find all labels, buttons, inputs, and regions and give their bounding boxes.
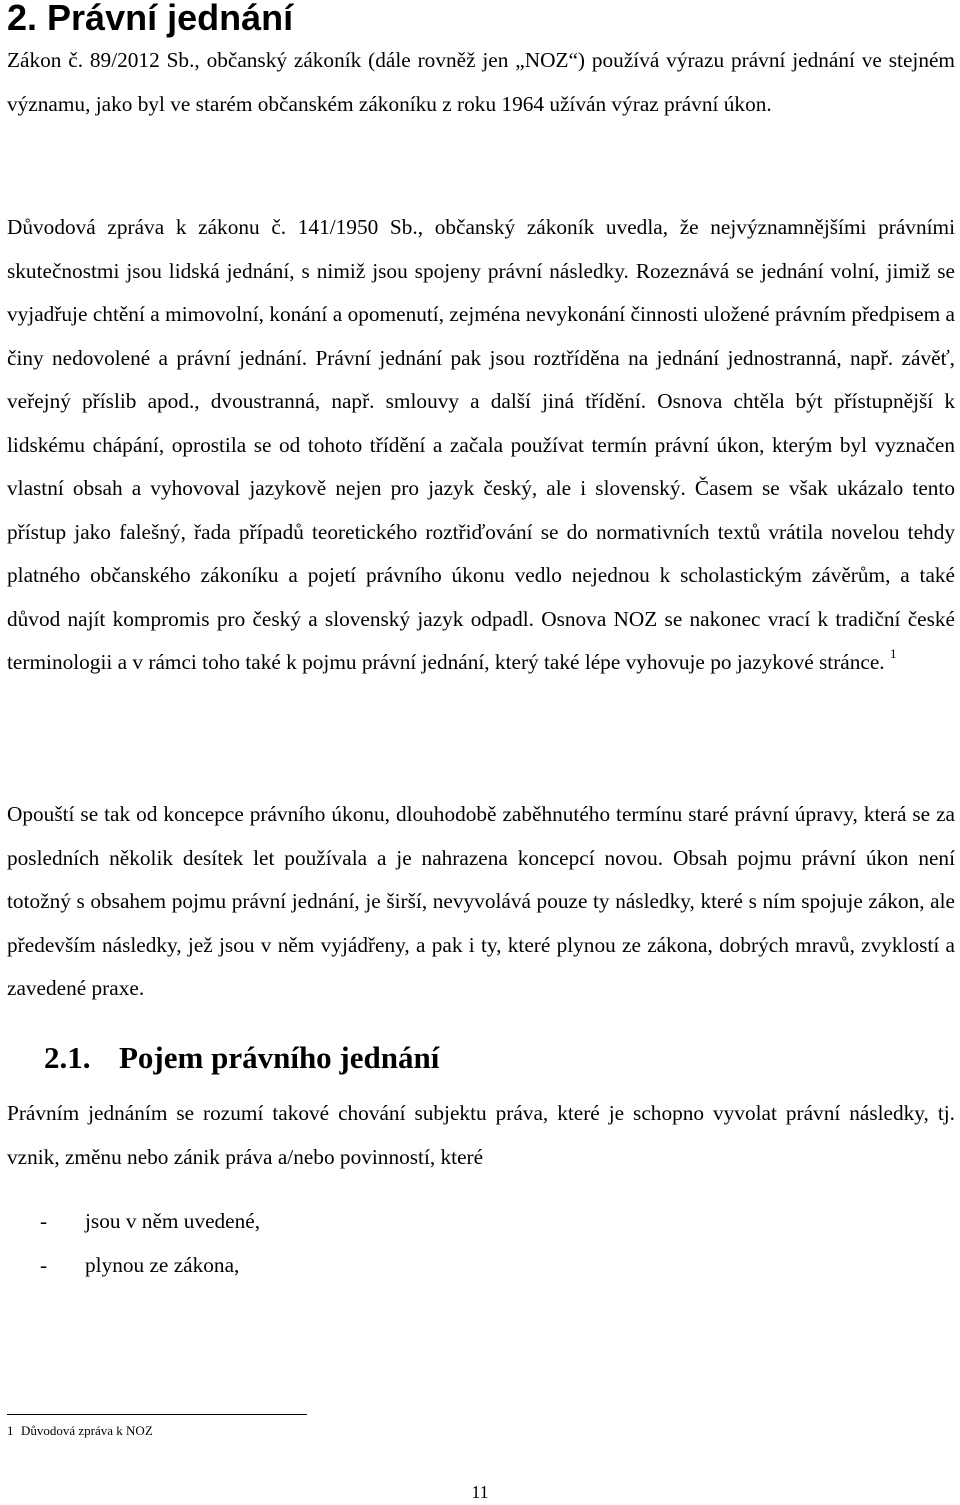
list-item-text: plynou ze zákona, bbox=[85, 1253, 240, 1277]
list-item-marker: - bbox=[40, 1253, 48, 1277]
footnote-separator bbox=[7, 1414, 307, 1415]
page-number: 11 bbox=[471, 1482, 489, 1502]
subsection-number: 2.1. bbox=[44, 1040, 91, 1075]
consequences-list bbox=[7, 1199, 260, 1287]
subsection-title: Pojem právního jednání bbox=[119, 1040, 440, 1075]
footnote bbox=[7, 1423, 153, 1439]
list-item bbox=[7, 1199, 260, 1243]
paragraph-noz-intro: Zákon č. 89/2012 Sb., občanský zákoník (dále rovněž jen „NOZ“) používá výrazu právní jednání ve stejném významu, jako byl ve starém občanském zákoníku z roku 1964 užíván výraz právní úkon. bbox=[7, 48, 955, 116]
paragraph-explanatory-report bbox=[7, 206, 955, 685]
section-heading: 2. Právní jednání bbox=[7, 0, 294, 38]
subsection-heading bbox=[44, 1036, 439, 1080]
footnote-number: 1 bbox=[7, 1423, 14, 1438]
paragraph-explanatory-report-text: Důvodová zpráva k zákonu č. 141/1950 Sb., občanský zákoník uvedla, že nejvýznamnějšími právními skutečnostmi jsou lidská jednání, s nimiž jsou spojeny právní následky. Rozeznává se jednání volní, jimiž se vyjadřuje chtění a mimovolní, konání a opomenutí, zejména nevykonání činnosti uložené právním předpisem a činy nedovolené a právní jednání. Právní jednání pak jsou roztříděna na jednání jednostranná, např. závěť, veřejný příslib apod., dvoustranná, např. smlouvy a další jiná třídění. Osnova chtěla být přístupnější k lidskému chápání, oprostila se od tohoto třídění a začala používat termín právní úkon, kterým byl vyznačen vlastní obsah a vyhovoval jazykově nejen pro jazyk český, ale i slovenský. Časem se však ukázalo tento přístup jako falešný, řada případů teoretického roztřiďování se do normativních textů vrátila novelou tehdy platného občanského zákoníku a pojetí právního úkonu vedlo nejednou k scholastickým závěrům, a také důvod najít kompromis pro český a slovenský jazyk odpadl. Osnova NOZ se nakonec vrací k tradiční české terminologii a v rámci toho také k pojmu právní jednání, který také lépe vyhovuje po jazykové stránce. bbox=[7, 215, 955, 674]
paragraph-definition: Právním jednáním se rozumí takové chování subjektu práva, které je schopno vyvolat právní následky, tj. vznik, změnu nebo zánik práva a/nebo povinností, které bbox=[7, 1101, 955, 1169]
list-item-text: jsou v něm uvedené, bbox=[85, 1209, 261, 1233]
footnote-text: Důvodová zpráva k NOZ bbox=[21, 1423, 153, 1438]
list-item bbox=[7, 1243, 260, 1287]
paragraph-legal-act-concept: Opouští se tak od koncepce právního úkonu, dlouhodobě zaběhnutého termínu staré právní úpravy, která se za posledních několik desítek let používala a je nahrazena koncepcí novou. Obsah pojmu právní úkon není totožný s obsahem pojmu právní jednání, je širší, nevyvolává pouze ty následky, které s ním spojuje zákon, ale především následky, jež jsou v něm vyjádřeny, a pak i ty, které plynou ze zákona, dobrých mravů, zvyklostí a zavedené praxe. bbox=[7, 802, 955, 1000]
footnote-reference[interactable]: 1 bbox=[889, 646, 897, 661]
list-item-marker: - bbox=[40, 1209, 48, 1233]
